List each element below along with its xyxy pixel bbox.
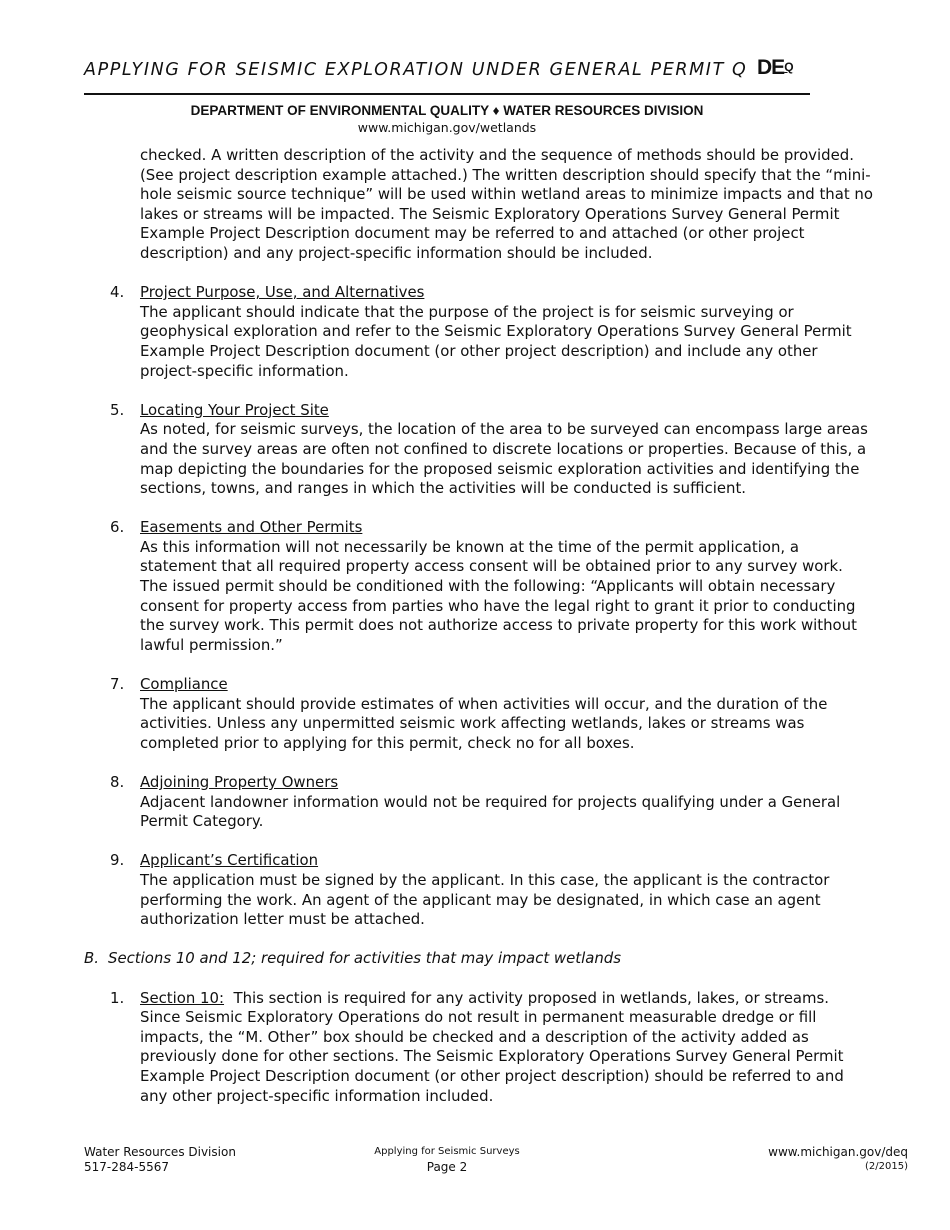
list-item bbox=[84, 989, 874, 1107]
item-body: The application must be signed by the applicant. In this case, the applicant is the contractor performing the work. An agent of the applicant may be designated, in which case an agent authorization letter must be attached. bbox=[140, 870, 830, 929]
item-heading: Project Purpose, Use, and Alternatives bbox=[140, 283, 425, 302]
item-body: As noted, for seismic surveys, the location of the area to be surveyed can encompass large areas and the survey areas are often not confined to discrete locations or properties. Because of this, a map depicting the boundaries for the proposed seismic exploration activities and identifying the sections, towns, and ranges in which the activities will be conducted is sufficient. bbox=[140, 420, 868, 498]
list-item bbox=[84, 773, 874, 832]
item-body: Adjacent landowner information would not be required for projects qualifying under a General Permit Category. bbox=[140, 792, 841, 831]
list-item bbox=[84, 518, 874, 655]
item-body: The applicant should indicate that the purpose of the project is for seismic surveying or geophysical exploration and refer to the Seismic Exploratory Operations Survey General Permit Example Project Description document (or other project description) and include any other project-specific information. bbox=[140, 302, 852, 380]
deq-logo: DEQ bbox=[757, 56, 794, 79]
section-heading bbox=[84, 949, 874, 969]
department-line: DEPARTMENT OF ENVIRONMENTAL QUALITY ♦ WATER RESOURCES DIVISION bbox=[190, 103, 704, 118]
item-body: The applicant should provide estimates of when activities will occur, and the duration of the activities. Unless any unpermitted seismic work affecting wetlands, lakes or streams was completed prior to applying for this permit, check no for all boxes. bbox=[140, 694, 828, 752]
footer-phone: 517-284-5567 bbox=[84, 1159, 170, 1174]
item-heading: Locating Your Project Site bbox=[140, 400, 329, 419]
list-item bbox=[84, 675, 874, 753]
intro-paragraph: checked. A written description of the activity and the sequence of methods should be provided. (See project description example attached.) The written description should specify that the “mini-hole seismic source technique” will be used within wetland areas to minimize impacts and that no lakes or streams will be impacted. The Seismic Exploratory Operations Survey General Permit Example Project Description document may be referred to and attached (or other project description) and any project-specific information should be included. bbox=[140, 146, 873, 262]
list-item bbox=[84, 851, 874, 929]
header-rule bbox=[84, 93, 810, 95]
footer-url: www.michigan.gov/deq bbox=[768, 1145, 908, 1159]
item-number: 8. bbox=[110, 773, 125, 791]
item-heading: Compliance bbox=[140, 675, 228, 694]
document-title: APPLYING FOR SEISMIC EXPLORATION UNDER GENERAL PERMIT Q bbox=[84, 60, 748, 80]
footer-center bbox=[300, 1145, 594, 1174]
list-item bbox=[84, 401, 874, 499]
footer-doc-title: Applying for Seismic Surveys bbox=[374, 1146, 520, 1157]
item-heading: Section 10: bbox=[140, 988, 225, 1007]
item-number: 1. bbox=[110, 988, 125, 1007]
item-heading: Adjoining Property Owners bbox=[140, 773, 339, 791]
list-item bbox=[84, 283, 874, 381]
item-number: 7. bbox=[110, 675, 125, 694]
item-body: This section is required for any activity proposed in wetlands, lakes, or streams. Since Seismic Exploratory Operations do not result in permanent measurable dredge or fill impacts, the “M. Other” box should be checked and a description of the activity added as previously done for other sections. The Seismic Exploratory Operations Survey General Permit Example Project Description document (or other project description) should be referred to and any other project-specific information included. bbox=[140, 988, 844, 1105]
footer-right bbox=[768, 1145, 908, 1174]
section-letter: B. bbox=[84, 949, 99, 968]
footer-division: Water Resources Division bbox=[84, 1145, 236, 1159]
item-heading: Applicant’s Certification bbox=[140, 851, 319, 870]
item-number: 5. bbox=[110, 400, 125, 419]
item-number: 4. bbox=[110, 283, 125, 302]
item-body-inline bbox=[140, 989, 874, 1107]
item-heading: Easements and Other Permits bbox=[140, 518, 363, 537]
item-body: As this information will not necessarily be known at the time of the permit application, a statement that all required property access consent will be obtained prior to any survey work. The issued permit should be conditioned with the following: “Applicants will obtain necessary consent for property access from parties who have the legal right to grant it prior to conducting the survey work. This permit does not authorize access to private property for this work without lawful permission.” bbox=[140, 537, 857, 654]
item-number: 6. bbox=[110, 518, 125, 537]
item-number: 9. bbox=[110, 851, 125, 870]
page-number: Page 2 bbox=[426, 1159, 468, 1174]
department-url: www.michigan.gov/wetlands bbox=[357, 120, 537, 135]
section-title: Sections 10 and 12; required for activities that may impact wetlands bbox=[108, 949, 622, 968]
document-body bbox=[84, 146, 874, 1106]
footer-left bbox=[84, 1145, 236, 1174]
revision-date: (2/2015) bbox=[865, 1160, 908, 1172]
